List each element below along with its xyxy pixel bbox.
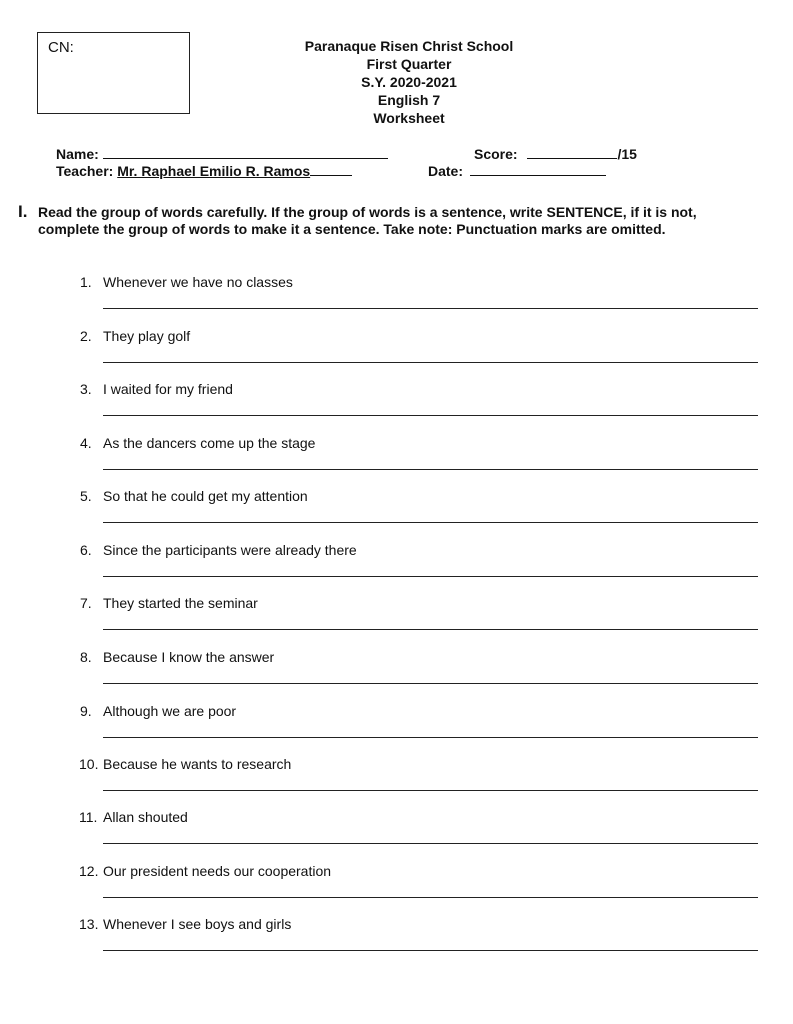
answer-line[interactable]	[103, 790, 758, 791]
answer-line[interactable]	[103, 522, 758, 523]
school-header	[260, 37, 558, 127]
answer-line[interactable]	[103, 415, 758, 416]
cn-box	[37, 32, 190, 114]
item-text: Allan shouted	[103, 809, 188, 825]
item-number: 2.	[80, 328, 92, 344]
item-text: They play golf	[103, 328, 191, 344]
list-item	[0, 809, 793, 863]
item-text: Whenever we have no classes	[103, 274, 293, 290]
item-text: Our president needs our cooperation	[103, 863, 332, 879]
item-number: 4.	[80, 435, 92, 451]
school-name: Paranaque Risen Christ School	[304, 38, 514, 54]
answer-line[interactable]	[103, 897, 758, 898]
date-row	[428, 162, 606, 180]
item-number: 5.	[80, 488, 92, 504]
answer-line[interactable]	[103, 469, 758, 470]
item-number: 13.	[79, 916, 99, 932]
answer-line[interactable]	[103, 629, 758, 630]
list-item	[0, 542, 793, 596]
item-number: 3.	[80, 381, 92, 397]
worksheet-type: Worksheet	[373, 110, 445, 126]
score-blank[interactable]	[527, 145, 617, 159]
answer-line[interactable]	[103, 950, 758, 951]
item-text: Whenever I see boys and girls	[103, 916, 292, 932]
teacher-label: Teacher:	[56, 163, 114, 179]
answer-line[interactable]	[103, 683, 758, 684]
date-label: Date:	[428, 163, 464, 179]
cn-label: CN:	[48, 39, 74, 56]
name-blank[interactable]	[103, 145, 388, 159]
list-item	[0, 328, 793, 382]
answer-line[interactable]	[103, 362, 758, 363]
item-number: 10.	[79, 756, 99, 772]
list-item	[0, 703, 793, 757]
answer-line[interactable]	[103, 576, 758, 577]
item-number: 7.	[80, 595, 92, 611]
section-numeral: I.	[18, 202, 28, 221]
teacher-row	[56, 162, 352, 180]
name-row	[56, 145, 388, 163]
answer-line[interactable]	[103, 308, 758, 309]
list-item	[0, 863, 793, 917]
list-item	[0, 274, 793, 328]
answer-line[interactable]	[103, 843, 758, 844]
quarter: First Quarter	[366, 56, 452, 72]
date-blank[interactable]	[470, 162, 606, 176]
item-text: I waited for my friend	[103, 381, 233, 397]
list-item	[0, 381, 793, 435]
item-number: 11.	[79, 809, 98, 825]
list-item	[0, 756, 793, 810]
list-item	[0, 595, 793, 649]
item-text: Since the participants were already there	[103, 542, 357, 558]
item-number: 1.	[80, 274, 92, 290]
section-instructions: Read the group of words carefully. If the group of words is a sentence, write SENTENCE, if it is not, complete the group of words to make it a sentence. Take note: Punctuation marks are omitted.	[38, 204, 697, 237]
item-number: 6.	[80, 542, 92, 558]
item-number: 12.	[79, 863, 99, 879]
item-text: As the dancers come up the stage	[103, 435, 316, 451]
item-text: They started the seminar	[103, 595, 258, 611]
score-label: Score:	[474, 146, 518, 162]
item-text: Because he wants to research	[103, 756, 292, 772]
item-number: 9.	[80, 703, 92, 719]
list-item	[0, 488, 793, 542]
answer-line[interactable]	[103, 737, 758, 738]
list-item	[0, 649, 793, 703]
item-text: Although we are poor	[103, 703, 237, 719]
teacher-blank-tail	[310, 162, 352, 176]
item-text: So that he could get my attention	[103, 488, 308, 504]
school-year: S.Y. 2020-2021	[361, 74, 457, 90]
score-total: /15	[617, 146, 637, 162]
item-number: 8.	[80, 649, 92, 665]
subject: English 7	[377, 92, 441, 108]
item-text: Because I know the answer	[103, 649, 275, 665]
list-item	[0, 916, 793, 970]
teacher-name: Mr. Raphael Emilio R. Ramos	[117, 163, 311, 179]
score-row	[474, 145, 637, 163]
list-item	[0, 435, 793, 489]
name-label: Name:	[56, 146, 99, 162]
